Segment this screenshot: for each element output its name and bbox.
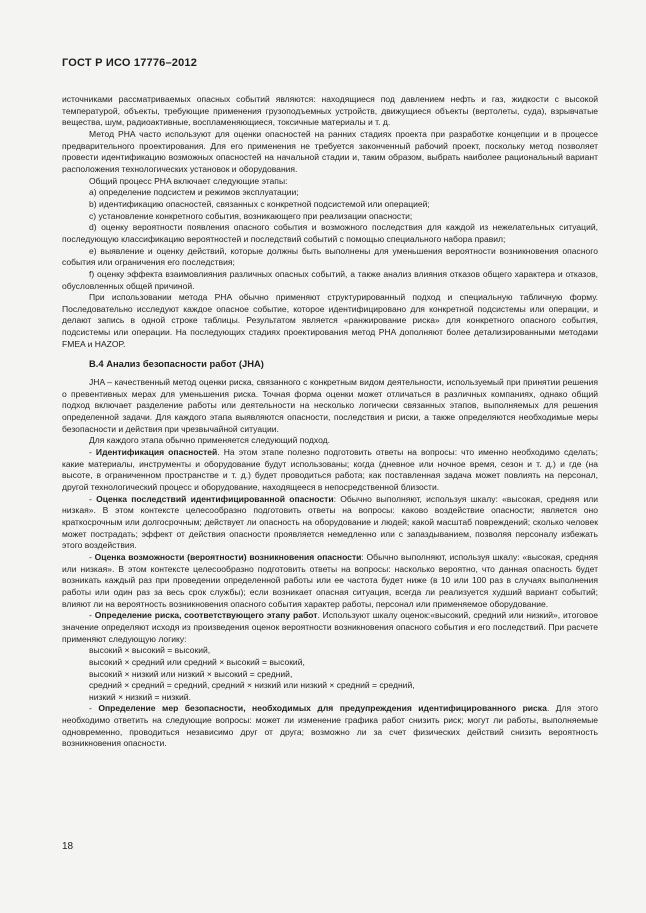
logic-line: средний × средний = средний, средний × низкий или низкий × средний = средний, xyxy=(89,680,415,691)
document-header: ГОСТ Р ИСО 17776–2012 xyxy=(62,57,198,69)
list-item: d) оценку вероятности появления опасного события и возможного последствия для каждой из нежелательных ситуаций, последующую классификацию вероятностей и последствий событий с помощью специального набора правил; xyxy=(62,222,598,244)
paragraph: Метод PHA часто используют для оценки опасностей на ранних стадиях проекта при разработке концепции и в процессе предварительного проектирования. Для его применения не требуется законченный рабочий проект, поскольку метод позволяет провести идентификацию возможных опасностей на начальной стадии и, таким образом, выбрать наиболее рациональный вариант расположения технологических установок и оборудования. xyxy=(62,128,598,174)
paragraph: Для каждого этапа обычно применяется следующий подход. xyxy=(89,435,331,446)
logic-line: высокий × средний или средний × высокий = высокий, xyxy=(89,656,305,667)
logic-line: высокий × высокий = высокий, xyxy=(89,645,211,656)
section-heading: B.4 Анализ безопасности работ (JHA) xyxy=(89,358,264,370)
list-item: e) выявление и оценку действий, которые должны быть выполнены для уменьшения вероятности возникновения опасного события или ограничения его последствия; xyxy=(62,245,598,268)
list-item: - Определение мер безопасности, необходимых для предупреждения идентифицированного риска. Для этого необходимо ответить на следующие вопросы: может ли изменение графика работ снизить риск; могут ли работы, выполняемые одновременно, проводиться независимо друг от друга; возможно ли за счет физических действий снизить вероятность возникновения опасности. xyxy=(62,703,598,749)
list-item: c) установление конкретного события, возникающего при реализации опасности; xyxy=(89,210,413,221)
paragraph: JHA – качественный метод оценки риска, связанного с конкретным видом деятельности, используемый при принятии решения о превентивных мерах для уменьшения риска. Точная форма оценки может отличаться в различных компаниях, однако общий подход включает разделение работы или деятельности на несколько логически связанных этапов, выполняемых для решения определенной задачи. Для каждого этапа выявляются опасности, последствия и риски, а также определяются необходимые меры безопасности и действия при чрезвычайной ситуации. xyxy=(62,377,598,434)
list-item: а) определение подсистем и режимов эксплуатации; xyxy=(89,187,299,198)
list-item: - Определение риска, соответствующего этапу работ. Используют шкалу оценок:«высокий, средний или низкий», итоговое значение определяют исходя из произведения оценок вероятности возникновения опасного события и его последствий. При расчете применяют следующую логику: xyxy=(62,610,598,644)
list-item: b) идентификацию опасностей, связанных с конкретной подсистемой или операцией; xyxy=(89,198,430,209)
paragraph: источниками рассматриваемых опасных событий являются: находящиеся под давлением нефть и газ, жидкости с высокой температурой, объекты, требующие применения грузоподъемных устройств, движущиеся объекты (вертолеты, суда), взрывчатые вещества, шум, радиоактивные, воспламеняющиеся, токсичные материалы и т. д. xyxy=(62,94,598,128)
list-item: - Идентификация опасностей. На этом этапе полезно подготовить ответы на вопросы: что именно необходимо сделать; какие материалы, инструменты и оборудование будут использованы; когда (дневное или ночное время, сезон и т. д.) и где (на высоте, в ограниченном пространстве и т. д.) будет проводиться работа; как поставленная задача может повлиять на персонал, другой технологический процесс и оборудование, находящееся в непосредственной близости. xyxy=(62,447,598,492)
logic-line: низкий × низкий = низкий. xyxy=(89,691,191,702)
list-item: - Оценка последствий идентифицированной опасности: Обычно выполняют, используя шкалу: «высокая, средняя или низкая». В этом контексте целесообразно подготовить ответы на вопросы: каково воздействие опасности; является оно краткосрочным или долгосрочным; действует ли опасность на оборудование и людей; какой масштаб повреждений; сколько человек может пострадать; эффект от действия опасности проявляется немедленно или с запаздыванием, позволяя персоналу избежать этого воздействия. xyxy=(62,493,598,551)
page-number: 18 xyxy=(62,841,74,852)
list-item: - Оценка возможности (вероятности) возникновения опасности: Обычно выполняют, используя шкалу: «высокая, средняя или низкая». В этом контексте целесообразно подготовить ответы на вопросы: насколько вероятно, что данная опасность будет возникать каждый раз при проведении определенной работы или ее частота будет ниже (в 10 или 100 раз в случаях выполнения работы или один раз за весь срок службы); если возникает опасная ситуация, всегда ли реализуется худший вариант событий; влияют ли на вероятность возникновения опасного события характер работы, персонал или применяемое оборудование. xyxy=(62,551,598,609)
logic-line: высокий × низкий или низкий × высокий = средний, xyxy=(89,668,293,679)
page-body xyxy=(62,94,598,750)
list-item: f) оценку эффекта взаимовлияния различных опасных событий, а также анализ влияния отказов общего характера и отказов, обусловленных общей причиной. xyxy=(62,268,598,291)
paragraph: Общий процесс PHA включает следующие этапы: xyxy=(89,175,288,186)
paragraph: При использовании метода PHA обычно применяют структурированный подход и специальную табличную форму. Последовательно исследуют каждое опасное событие, которое идентифицировано для конкретной подсистемы или операции, и делают запись в одной строке таблицы. Результатом является «ранжирование риска» для конкретного опасного события, подсистемы или операции. На последующих стадиях проектирования метод PHA дополняют более детализированными методами FMEA и HAZOP. xyxy=(62,292,598,349)
